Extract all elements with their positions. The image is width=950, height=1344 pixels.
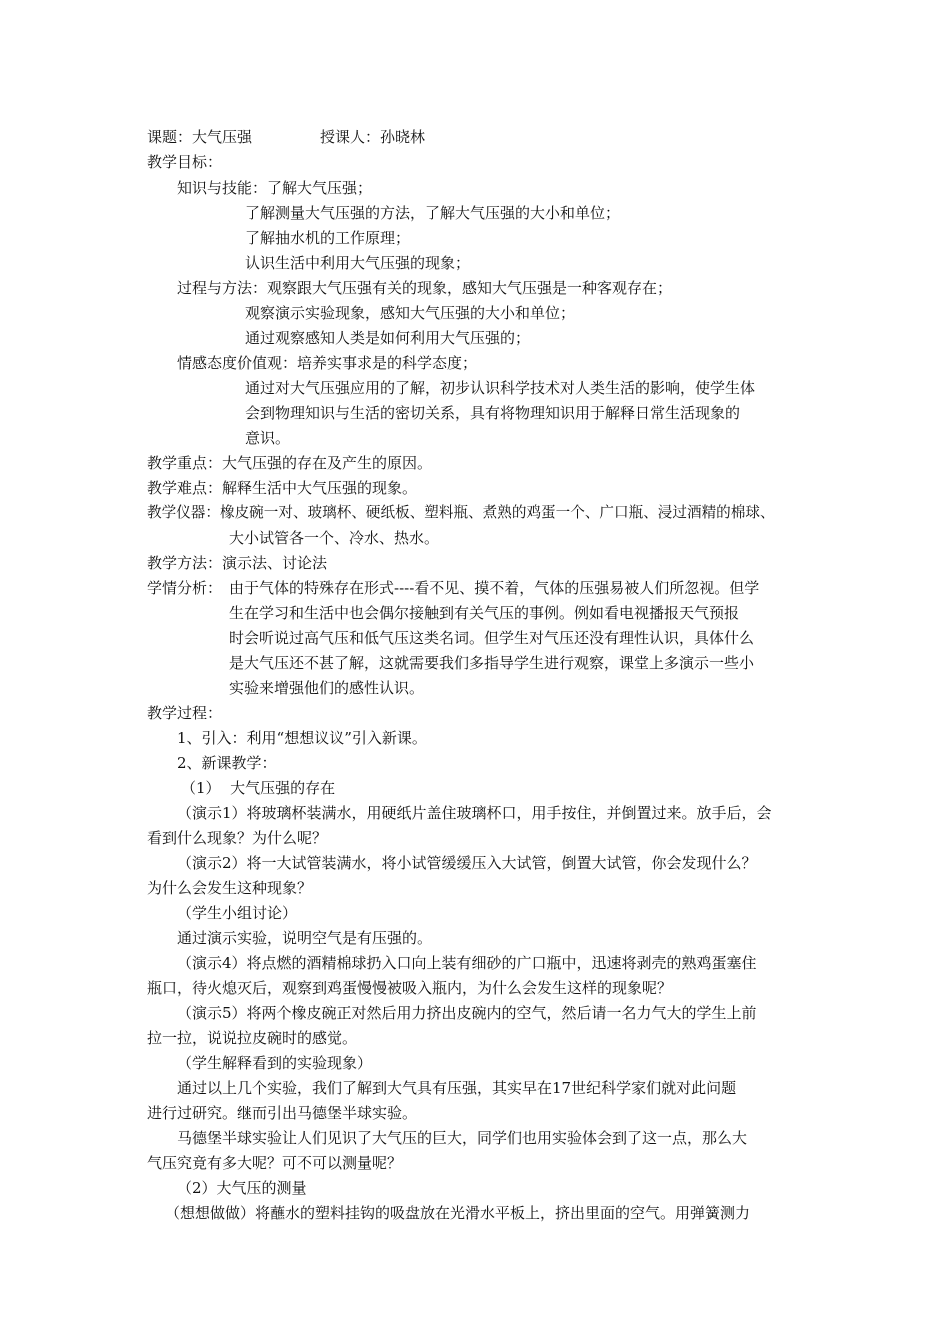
body-paragraph: 通过以上几个实验，我们了解到大气具有压强，其实早在17世纪科学家们就对此问题 <box>177 1079 737 1097</box>
demo-paragraph: （演示4）将点燃的酒精棉球扔入口向上装有细砂的广口瓶中，迅速将剥壳的熟鸡蛋塞住 <box>177 954 757 972</box>
step-new-lesson: 2、新课教学： <box>177 754 277 772</box>
body-paragraph: 马德堡半球实验让人们见识了大气压的巨大，同学们也用实验体会到了这一点，那么大 <box>177 1129 748 1147</box>
topic-label: 课题：大气压强 <box>147 128 253 146</box>
analysis-line: 时会听说过高气压和低气压这类名词。但学生对气压还没有理性认识，具体什么 <box>229 629 755 647</box>
process-item: 观察演示实验现象，感知大气压强的大小和单位； <box>245 304 576 322</box>
subsection-title: （2）大气压的测量 <box>177 1179 307 1197</box>
emotion-line: 会到物理知识与生活的密切关系，具有将物理知识用于解释日常生活现象的 <box>245 404 741 422</box>
objectives-heading: 教学目标： <box>147 153 223 171</box>
analysis-line: 实验来增强他们的感性认识。 <box>229 679 425 697</box>
analysis-label: 学情分析： <box>147 579 223 597</box>
explain-note: （学生解释看到的实验现象） <box>177 1054 373 1072</box>
analysis-line: 是大气压还不甚了解，这就需要我们多指导学生进行观察，课堂上多演示一些小 <box>229 654 755 672</box>
demo-paragraph: 看到什么现象？为什么呢？ <box>147 829 328 847</box>
key-point: 教学重点：大气压强的存在及产生的原因。 <box>147 454 433 472</box>
body-paragraph: 进行过研究。继而引出马德堡半球实验。 <box>147 1104 418 1122</box>
subsection-title: （1） 大气压强的存在 <box>181 779 336 797</box>
instruments-line: 大小试管各一个、冷水、热水。 <box>229 529 440 547</box>
teacher-label: 授课人：孙晓林 <box>320 128 426 146</box>
process-heading: 教学过程： <box>147 704 223 722</box>
process-label: 过程与方法：观察跟大气压强有关的现象，感知大气压强是一种客观存在； <box>177 279 673 297</box>
emotion-line: 意识。 <box>245 429 291 447</box>
emotion-label: 情感态度价值观：培养实事求是的科学态度； <box>177 354 478 372</box>
discussion-note: （学生小组讨论） <box>177 904 298 922</box>
instruments-line: 教学仪器：橡皮碗一对、玻璃杯、硬纸板、塑料瓶、煮熟的鸡蛋一个、广口瓶、浸过酒精的棉球、 <box>147 504 775 521</box>
knowledge-label: 知识与技能：了解大气压强； <box>177 179 373 197</box>
demo-paragraph: 为什么会发生这种现象？ <box>147 879 313 897</box>
step-intro: 1、引入：利用“想想议议”引入新课。 <box>177 729 427 747</box>
demo-paragraph: （演示5）将两个橡皮碗正对然后用力挤出皮碗内的空气，然后请一名力气大的学生上前 <box>177 1004 757 1022</box>
body-paragraph: 气压究竟有多大呢？可不可以测量呢？ <box>147 1154 403 1172</box>
knowledge-item: 了解抽水机的工作原理； <box>245 229 411 247</box>
analysis-line: 由于气体的特殊存在形式----看不见、摸不着，气体的压强易被人们所忽视。但学 <box>229 579 760 597</box>
knowledge-item: 认识生活中利用大气压强的现象； <box>245 254 471 272</box>
analysis-line: 生在学习和生活中也会偶尔接触到有关气压的事例。例如看电视播报天气预报 <box>229 604 740 622</box>
knowledge-item: 了解测量大气压强的方法，了解大气压强的大小和单位； <box>245 204 621 222</box>
demo-paragraph: 瓶口，待火熄灭后，观察到鸡蛋慢慢被吸入瓶内，为什么会发生这样的现象呢？ <box>147 979 673 997</box>
demo-paragraph: 拉一拉，说说拉皮碗时的感觉。 <box>147 1029 358 1047</box>
demo-paragraph: （演示1）将玻璃杯装满水，用硬纸片盖住玻璃杯口，用手按住，并倒置过来。放手后，会 <box>177 804 772 822</box>
process-item: 通过观察感知人类是如何利用大气压强的； <box>245 329 531 347</box>
emotion-line: 通过对大气压强应用的了解，初步认识科学技术对人类生活的影响，使学生体 <box>245 379 756 397</box>
difficult-point: 教学难点：解释生活中大气压强的现象。 <box>147 479 418 497</box>
conclusion-text: 通过演示实验，说明空气是有压强的。 <box>177 929 433 947</box>
demo-paragraph: （演示2）将一大试管装满水，将小试管缓缓压入大试管，倒置大试管，你会发现什么？ <box>177 854 757 872</box>
body-paragraph: （想想做做）将蘸水的塑料挂钩的吸盘放在光滑水平板上，挤出里面的空气。用弹簧测力 <box>165 1204 751 1222</box>
teaching-methods: 教学方法：演示法、讨论法 <box>147 554 328 572</box>
